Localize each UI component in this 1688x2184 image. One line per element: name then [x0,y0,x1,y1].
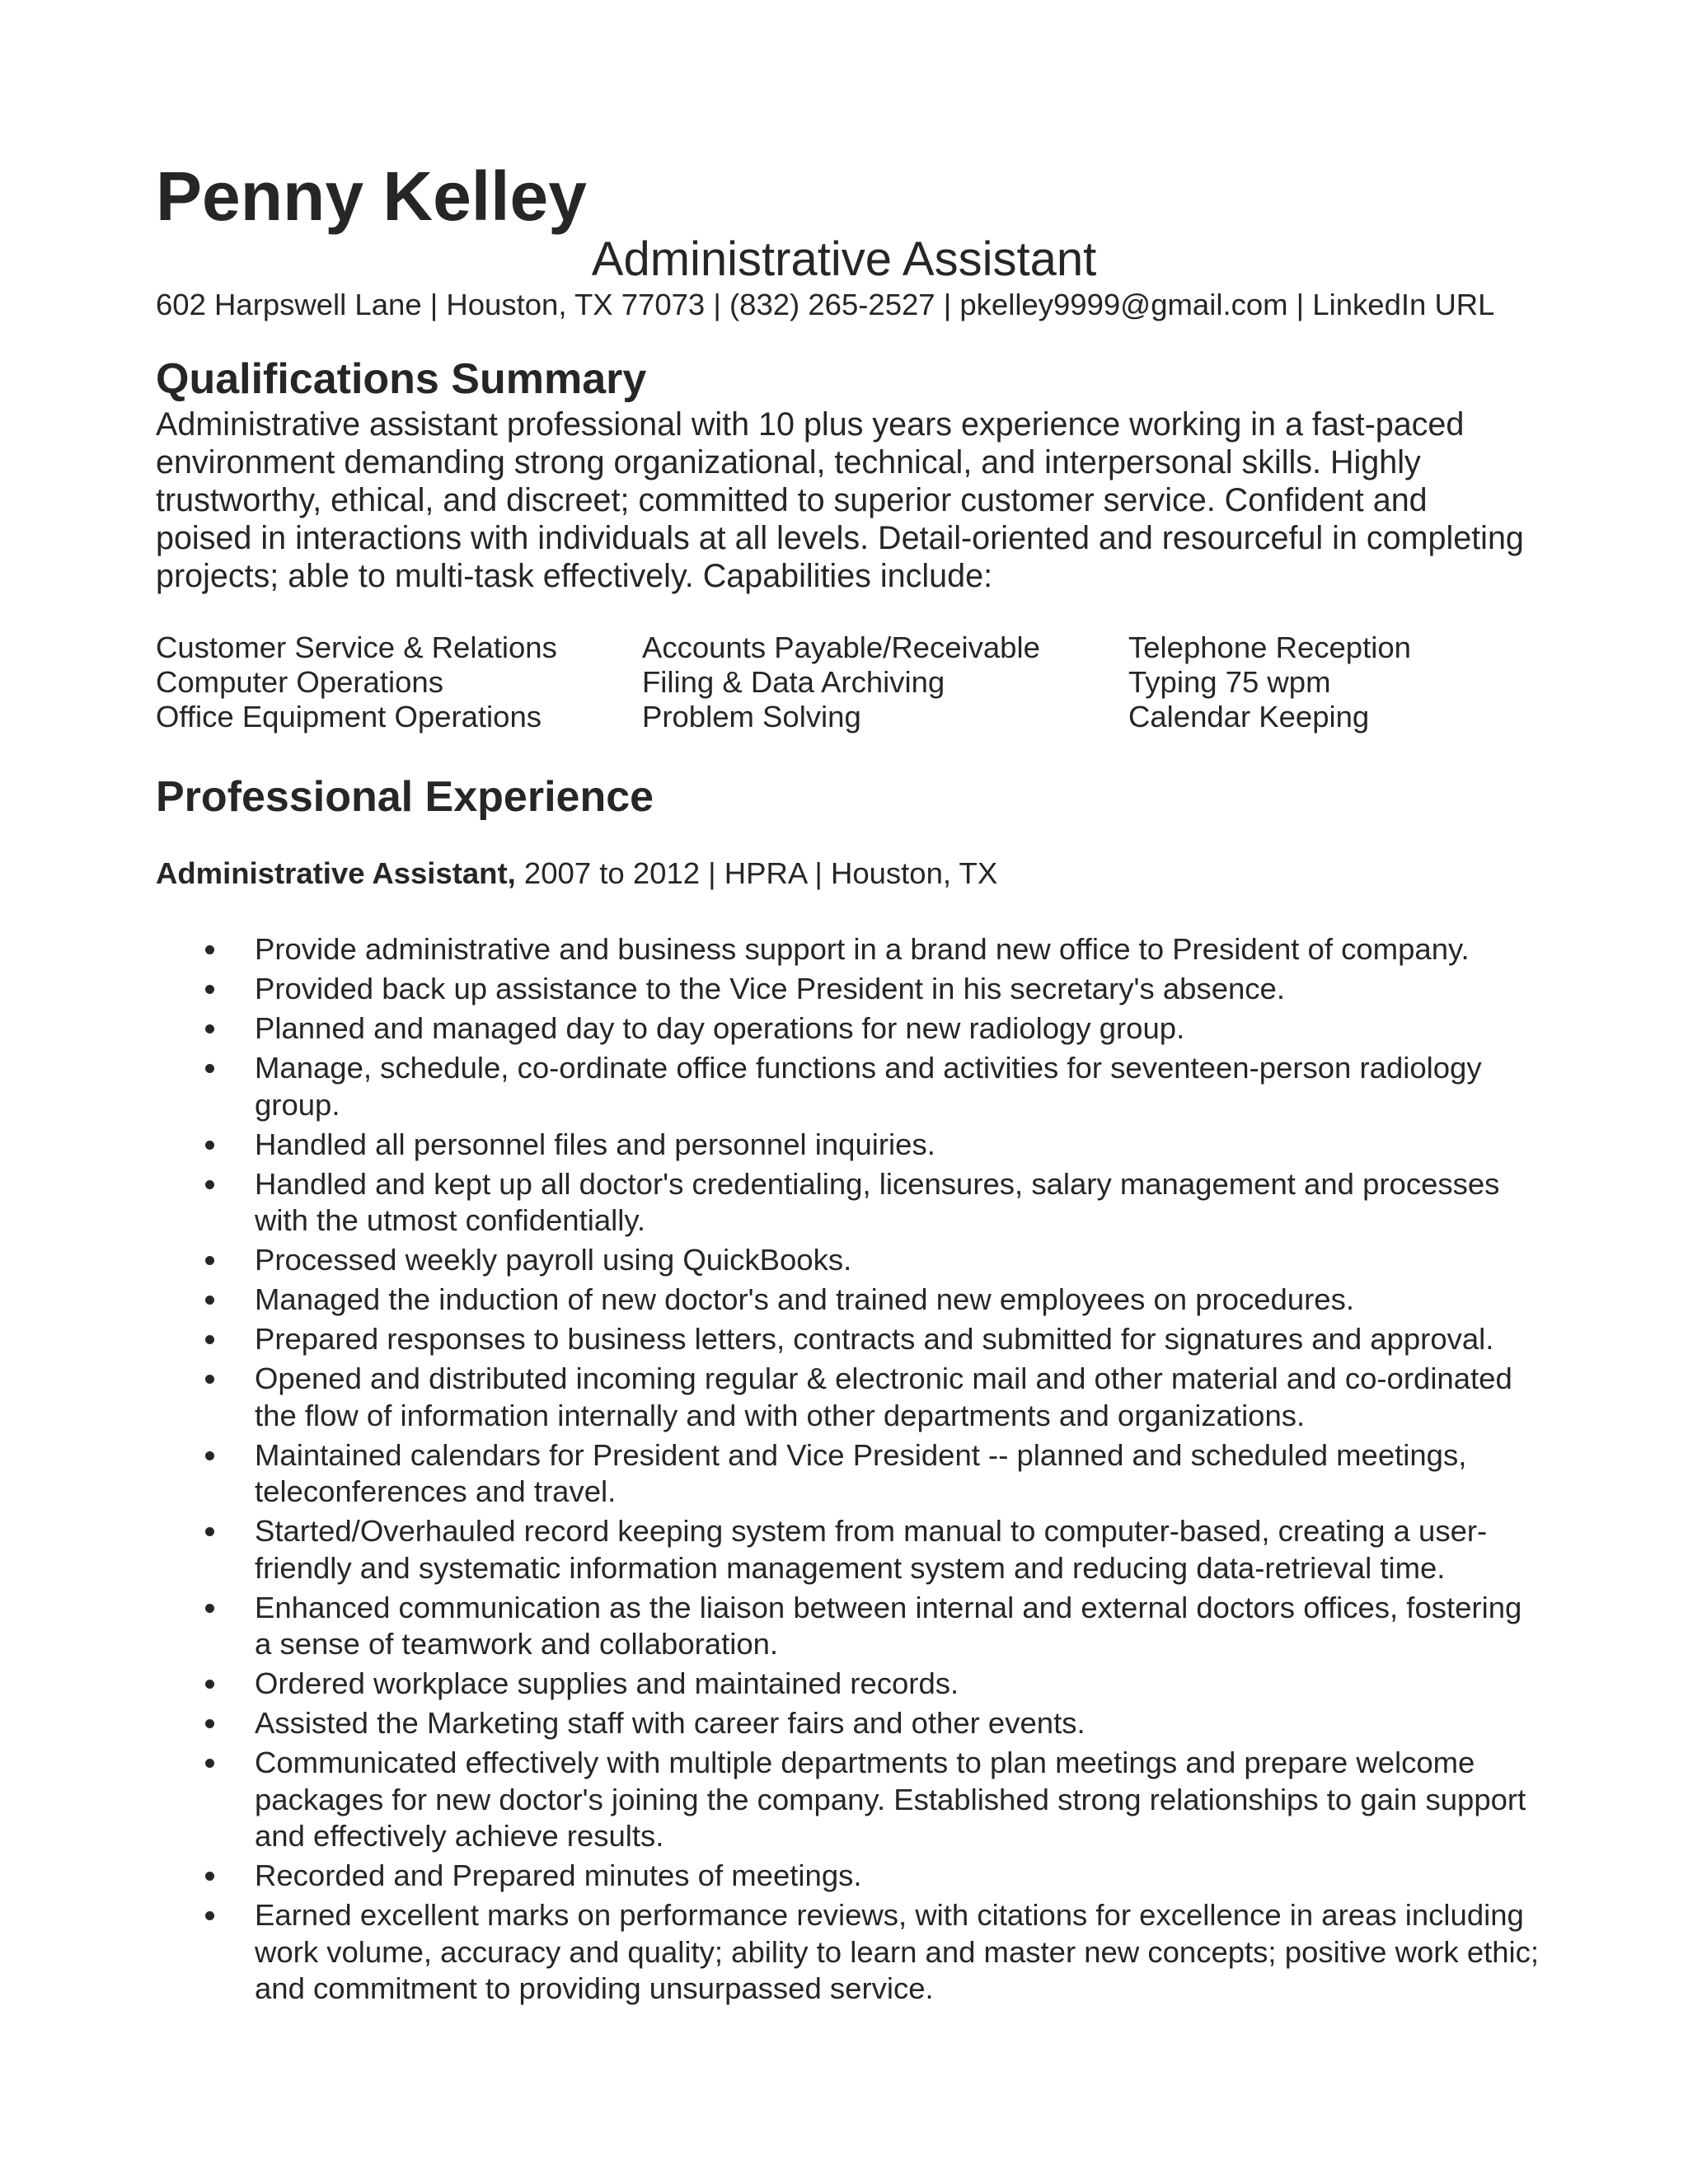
job-title: Administrative Assistant [591,232,1097,286]
job-bullet [255,1361,1540,1434]
skill-item: Typing 75 wpm [1128,665,1331,699]
job-bullet-text: Maintained calendars for President and Vice President -- planned and scheduled meetings, teleconferences and travel. [255,1437,1467,1508]
job-bullet [255,1050,1540,1123]
job-bullet [255,1897,1540,2008]
bullet-dot-icon [205,1604,214,1613]
skill-item: Filing & Data Archiving [642,665,945,699]
job-bullet [255,1666,1540,1703]
bullet-dot-icon [205,1180,214,1189]
qualifications-heading: Qualifications Summary [156,355,647,403]
bullet-dot-icon [205,1064,214,1073]
bullet-dot-icon [205,985,214,994]
job-bullet-text: Processed weekly payroll using QuickBooks. [255,1243,852,1277]
bullet-dot-icon [205,1527,214,1536]
job-bullet [255,1127,1540,1164]
job-bullet [255,1321,1540,1358]
bullet-dot-icon [205,1719,214,1728]
bullet-dot-icon [205,1759,214,1768]
job-bullet [255,931,1540,968]
job-bullet-text: Handled all personnel files and personnel inquiries. [255,1127,935,1161]
job-bullet-list [255,931,1540,2010]
skill-item: Calendar Keeping [1128,700,1370,733]
job-bullet-text: Provided back up assistance to the Vice President in his secretary's absence. [255,972,1286,1005]
bullet-dot-icon [205,945,214,954]
job-bullet-text: Manage, schedule, co-ordinate office functions and activities for seventeen-person radiology group. [255,1051,1482,1122]
job-bullet-text: Ordered workplace supplies and maintained records. [255,1666,959,1700]
bullet-dot-icon [205,1296,214,1305]
job-bullet-text: Enhanced communication as the liaison between internal and external doctors offices, fostering a sense of teamwork and collaboration. [255,1590,1522,1661]
bullet-dot-icon [205,1335,214,1344]
bullet-dot-icon [205,1256,214,1265]
job-bullet-text: Recorded and Prepared minutes of meetings. [255,1858,862,1892]
bullet-dot-icon [205,1872,214,1881]
bullet-dot-icon [205,1680,214,1689]
bullet-dot-icon [205,1141,214,1150]
job-bullet [255,1010,1540,1047]
job-bullet-text: Provide administrative and business support in a brand new office to President of company. [255,932,1470,966]
qualifications-summary: Administrative assistant professional with 10 plus years experience working in a fast-paced environment demanding strong organizational, technical, and interpersonal skills. Highly trustworthy, ethical, and discreet; committed to superior customer service. Confident and poised in interactions with individuals at all levels. Detail-oriented and resourceful in completing projects; able to multi-task effectively. Capabilities include: [156,406,1524,594]
job-bullet [255,1437,1540,1511]
job-bullet [255,1282,1540,1319]
skills-column-1 [156,630,557,734]
bullet-dot-icon [205,1911,214,1920]
bullet-dot-icon [205,1024,214,1033]
skill-item: Accounts Payable/Receivable [642,630,1040,664]
skills-column-2 [642,630,1040,734]
skill-item: Office Equipment Operations [156,700,542,733]
job-bullet [255,971,1540,1008]
job-bullet-text: Communicated effectively with multiple departments to plan meetings and prepare welcome packages for new doctor's joining the company. Established strong relationships to gain support and effectively achieve results. [255,1746,1526,1853]
experience-heading: Professional Experience [156,773,654,821]
job-bullet-text: Planned and managed day to day operations for new radiology group. [255,1011,1185,1045]
job-bullet [255,1590,1540,1663]
job-details: 2007 to 2012 | HPRA | Houston, TX [515,856,998,890]
job-bullet-text: Assisted the Marketing staff with career fairs and other events. [255,1706,1085,1740]
job-bullet [255,1513,1540,1586]
skill-item: Customer Service & Relations [156,630,557,664]
job-entry-header [156,855,997,892]
job-bullet [255,1166,1540,1240]
skills-column-3 [1128,630,1411,734]
job-bullet-text: Handled and kept up all doctor's credentialing, licensures, salary management and processes with the utmost confidentially. [255,1166,1500,1237]
job-bullet [255,1705,1540,1742]
job-bullet [255,1858,1540,1895]
job-bullet-text: Managed the induction of new doctor's and trained new employees on procedures. [255,1282,1354,1316]
bullet-dot-icon [205,1375,214,1384]
job-bullet-text: Earned excellent marks on performance reviews, with citations for excellence in areas including work volume, accuracy and quality; ability to learn and master new concepts; positive work ethic; and commitment to providing unsurpassed service. [255,1898,1540,2005]
job-bullet-text: Started/Overhauled record keeping system from manual to computer-based, creating a user-friendly and systematic information management system and reducing data-retrieval time. [255,1514,1488,1585]
bullet-dot-icon [205,1451,214,1460]
job-bullet-text: Opened and distributed incoming regular & electronic mail and other material and co-ordinated the flow of information internally and with other departments and organizations. [255,1361,1512,1432]
job-bullet [255,1242,1540,1279]
skill-item: Problem Solving [642,700,861,733]
skill-item: Computer Operations [156,665,443,699]
contact-line: 602 Harpswell Lane | Houston, TX 77073 | (832) 265-2527 | pkelley9999@gmail.com | LinkedIn URL [156,288,1495,321]
job-role: Administrative Assistant, [156,856,516,890]
job-bullet-text: Prepared responses to business letters, contracts and submitted for signatures and approval. [255,1322,1494,1356]
candidate-name: Penny Kelley [156,157,587,235]
job-bullet [255,1745,1540,1855]
skill-item: Telephone Reception [1128,630,1411,664]
